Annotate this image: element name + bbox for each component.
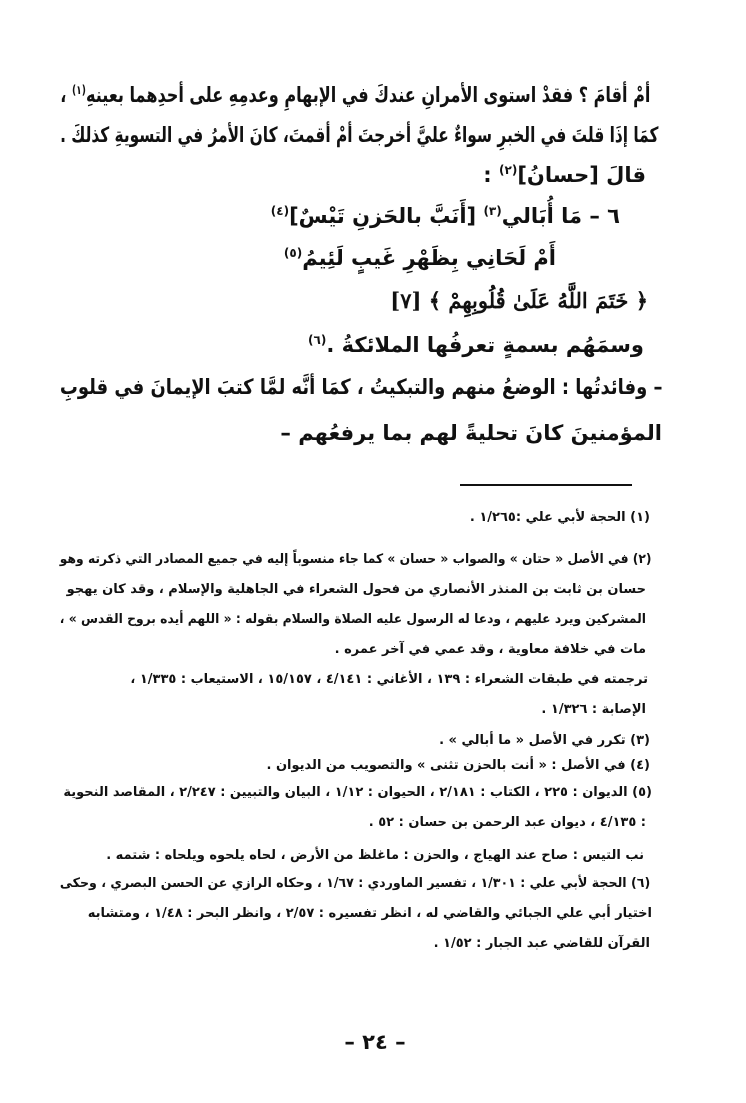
footnote-line: نب التيس : صاح عند الهياج ، والحزن : ماغلظ من الأرض ، لحاه يلحوه ويلحاه : شتمه . [106, 848, 644, 863]
verse-number: ٦ – [589, 204, 620, 228]
footnote-line: ترجمته في طبقات الشعراء : ١٣٩ ، الأغاني : ٤/١٤١ ، ١٥/١٥٧ ، الاستيعاب : ١/٣٣٥ ، [130, 672, 648, 687]
quran-verse-ref: [٧] [390, 288, 422, 313]
footnote-line: (٢) في الأصل « حتان » والصواب « حسان » كما جاء منسوباً إليه في جميع المصادر التي ذكرته وهو [60, 552, 652, 567]
footnote-line: (٣) تكرر في الأصل « ما أبالي » . [439, 733, 650, 748]
verse-line-2: أَمْ لَحَانِي بِظَهْرِ غَيبٍ لَئِيمُ$^{(٥)}$ [283, 246, 556, 270]
footnote-separator [460, 484, 632, 486]
footnote-line: (١) الحجة لأبي علي :١/٢٦٥ . [469, 510, 650, 525]
body-line-5: – وفائدتُها : الوضعُ منهم والتبكيتُ ، كمَا أنَّه لمَّا كتبَ الإيمانَ في قلوبِ [59, 375, 662, 399]
quran-close-bracket: ﴾ [428, 288, 442, 313]
body-line-4: وسمَهُم بسمةٍ تعرفُها الملائكةُ .$^{(٦)}$ [308, 333, 644, 357]
footnote-line: القرآن للقاضي عبد الجبار : ١/٥٢ . [433, 936, 650, 951]
body-line-2: كمَا إذَا قلتَ في الخبرِ سواءٌ عليَّ أخرجتَ أمْ أقمتَ، كانَ الأمرُ في التسويةِ كذلكَ . [59, 123, 658, 147]
footnote-line: المشركين ويرد عليهم ، ودعا له الرسول عليه الصلاة والسلام بقوله : « اللهم أيده بروح القدس » ، [59, 612, 646, 627]
footnote-line: الإصابة : ١/٣٢٦ . [541, 702, 646, 717]
footnote-line: اختيار أبي علي الجبائي والقاضي له ، انظر تفسيره : ٢/٥٧ ، وانظر البحر : ١/٤٨ ، ومتشابه [87, 906, 652, 921]
footnote-line: مات في خلافة معاوية ، وقد عمي في آخر عمره . [334, 642, 646, 657]
footnote-line: حسان بن ثابت بن المنذر الأنصاري من فحول الشعراء في الجاهلية والإسلام ، وقد كان يهجو [66, 582, 646, 597]
body-line-6: المؤمنينَ كانَ تحليةً لهم بما يرفعُهم – [280, 421, 662, 445]
quran-open-bracket: ﴿ [635, 288, 648, 313]
footnote-line: (٥) الديوان : ٢٢٥ ، الكتاب : ٢/١٨١ ، الحيوان : ١/١٢ ، البيان والتبيين : ٢/٢٤٧ ، المقاصد النحوية [63, 785, 652, 800]
quran-quote: ﴿ خَتَمَ اللَّهُ عَلَىٰ قُلُوبِهِمْ ﴾ [٧] [390, 288, 648, 313]
page-number: – ٢٤ – [344, 1030, 406, 1054]
footnote-line: (٦) الحجة لأبي علي : ١/٣٠١ ، تفسير الماوردي : ١/٦٧ ، وحكاه الرازي عن الحسن البصري ، وحكى [59, 876, 650, 891]
footnote-line: (٤) في الأصل : « أنت بالحزن تثنى » والتصويب من الديوان . [266, 758, 650, 773]
verse-line-1: ٦ – مَا أُبَالي$^{(٣)}$ [أَنَبَّ بالحَزنِ تَيْسٌ]$^{(٤)}$ [270, 204, 620, 228]
body-line-1: أمْ أقامَ ؟ فقدْ استوى الأمرانِ عندكَ في الإبهامِ وعدمِهِ على أحدِهما بعينهِ$^{(١)}$ ، [59, 83, 650, 107]
body-line-3: قالَ [حسانُ]$^{(٢)}$ : [483, 163, 646, 187]
footnote-line: : ٤/١٣٥ ، ديوان عبد الرحمن بن حسان : ٥٢ . [368, 815, 646, 830]
